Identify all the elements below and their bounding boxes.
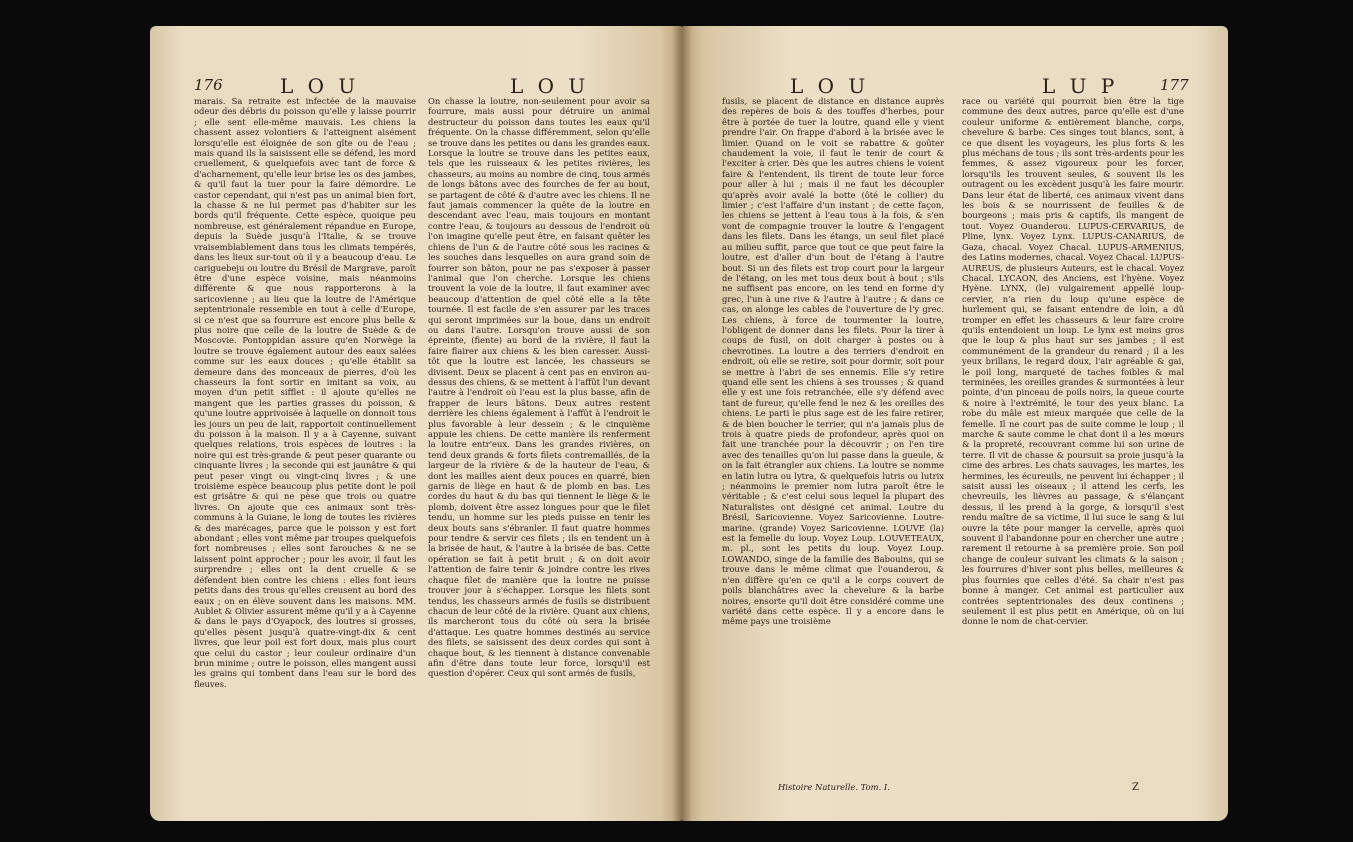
open-book <box>150 26 1228 821</box>
text-column-3: fusils, se placent de distance en distance auprès des repères de bois & des touffes d'herbes, pour être à portée de tuer la loutre, quand elle y vient prendre l'air. On frappe d'abord à la brisée avec le limier. Quand on le voit se rabattre & goûter chaudement la voie, il faut le tenir de court & l'exciter à crier. Dès que les autres chiens le voient faire & l'entendent, ils tirent de toute leur force pour aller à lui ; mais il ne faut les découpler qu'après avoir avalé la botte (ôté le collier) du limier ; c'est l'affaire d'un instant ; de cette façon, les chiens se jettent à l'eau tous à la fois, & s'en vont de compagnie trouver la loutre & l'engagent dans les filets. Dans les étangs, un seul filet placé au milieu suffit, parce que tout ce que peut faire la loutre, est d'aller d'un bout de l'étang à l'autre bout. Si un des filets est trop court pour la largeur de l'étang, on les met tous deux bout à bout ; s'ils ne suffisent pas encore, on les tend en forme d'y grec, l'un à une rive & l'autre à l'autre ; & dans ce cas, on alonge les cables de l'ouverture de l'y grec. Les chiens, à force de tourmenter la loutre, l'obligent de donner dans les filets. Pour la tirer à coups de fusil, on doit charger à postes ou à chevrotines. La loutre a des terriers d'endroit en endroit, où elle se retire, soit pour dormir, soit pour se mettre à l'abri de ses ennemis. Elle s'y retire quand elle sent les chiens à ses trousses ; & quand elle y est une fois retranchée, elle s'y défend avec tant de fureur, qu'elle fend le nez & les oreilles des chiens. Le parti le plus sage est de les faire retirer, & de bien boucher le terrier, qui n'a jamais plus de trois à quatre pieds de profondeur, après quoi on fait une tranchée pour la découvrir ; on l'en tire avec des tenailles qu'on lui passe dans la gueule, & on la fait étrangler aux chiens. La loutre se nomme en latin lutra ou lytra, & quelquefois lutris ou lutrix ; néanmoins le premier nom lutra paroît être le véritable ; & c'est celui sous lequel la plupart des Naturalistes ont désigné cet animal. Loutre du Brésil, Saricovienne. Voyez Saricovienne. Loutre-marine. (grande) Voyez Saricovienne. LOUVE (la) est la femelle du loup. Voyez Loup. LOUVETEAUX, m. pl., sont les petits du loup. Voyez Loup. LOWANDO, singe de la famille des Babouins, qui se trouve dans le même climat que l'ouanderou, & n'en diffère qu'en ce qu'il a le corps couvert de poils blanchâtres avec la chevelure & la barbe noires, ensorte qu'il doit être considéré comme une variété dans cette espèce. Il y a encore dans le même pays une troisième <box>722 96 944 627</box>
text-column-2: On chasse la loutre, non-seulement pour avoir sa fourrure, mais aussi pour détruire un animal destructeur du poisson dans toutes les eaux qu'il fréquente. On la chasse différemment, selon qu'elle se trouve dans les petites ou dans les grandes eaux. Lorsque la loutre se trouve dans les petites eaux, tels que les ruisseaux & les petites rivières, les chasseurs, au moins au nombre de cinq, tous armés de longs bâtons avec des fourches de fer au bout, se partagent de côté & d'autre avec les chiens. Il ne faut jamais commencer la quête de la loutre en descendant avec l'eau, mais toujours en montant contre l'eau, & toujours au dessous de l'endroit où l'on imagine qu'elle peut être, en faisant quêter les chiens de l'un & de l'autre côté sous les racines & les souches dans lesquelles on aura grand soin de fourrer son bâton, pour ne pas s'exposer à passer l'animal que l'on cherche. Lorsque les chiens trouvent la voie de la loutre, il faut examiner avec beaucoup d'attention de quel côté elle a la tête tournée. Il est facile de s'en assurer par les traces qui seront imprimées sur la boue, dans un endroit ou dans l'autre. Lorsqu'on trouve aussi de son épreinte, (fiente) au bord de la rivière, il faut la faire flairer aux chiens & les bien caresser. Aussi-tôt que la loutre est lancée, les chasseurs se divisent. Deux se placent à cent pas en environ au-dessus des chiens, & se mettent à l'affût l'un devant l'autre à l'endroit où l'eau est la plus basse, afin de frapper de leurs bâtons. Deux autres restent derrière les chiens également à l'affût à l'endroit le plus favorable à leur dessein ; & le cinquième appuie les chiens. De cette manière ils renferment la loutre entr'eux. Dans les grandes rivières, on tend deux grands & forts filets contremaillés, de la largeur de la rivière & de la hauteur de l'eau, & dont les mailles aient deux pouces en quarré, bien garnis de liège en haut & de plomb en bas. Les cordes du haut & du bas qui tiennent le liège & le plomb, doivent être assez longues pour que le filet tendu, un homme sur les pieds puisse en tenir les deux bouts sans s'ébranler. Il faut quatre hommes pour tendre & servir ces filets ; ils en tendent un à la brisée de haut, & l'autre à la brisée de bas. Cette opération se fait à petit bruit ; & on doit avoir l'attention de faire tenir & joindre contre les rives chaque filet de manière que la loutre ne puisse trouver jour à s'échapper. Lorsque les filets sont tendus, les chasseurs armés de fusils se distribuent chacun de leur côté de la rivière. Quant aux chiens, ils marcheront tous du côté où sera la brisée d'attaque. Les quatre hommes destinés au service des filets, se saisissent des deux cordes qui sont à chaque bout, & les tiennent à distance convenable afin d'être dans toute leur force, lorsqu'il est question d'opérer. Ceux qui sont armés de fusils, <box>428 96 650 679</box>
running-header-right-1: L O U <box>790 74 870 98</box>
page-number-left: 176 <box>194 76 223 94</box>
running-header-left-2: L O U <box>510 74 590 98</box>
text-column-1: marais. Sa retraite est infectée de la mauvaise odeur des débris du poisson qu'elle y laisse pourrir ; elle sent elle-même mauvais. Les chiens la chassent assez volontiers & l'atteignent aisément lorsqu'elle est éloignée de son gîte ou de l'eau ; mais quand ils la saisissent elle se défend, les mord cruellement, & quelquefois avec tant de force & d'acharnement, qu'elle leur brise les os des jambes, & qu'il faut la tuer pour la faire démordre. Le castor cependant, qui n'est pas un animal bien fort, la chasse & ne lui permet pas d'habiter sur les bords qu'il fréquente. Cette espèce, quoique peu nombreuse, est généralement répandue en Europe, depuis la Suède jusqu'à l'Italie, & se trouve vraisemblablement dans tous les climats tempérés, dans les lieux sur-tout où il y a beaucoup d'eau. Le cariguebeju ou loutre du Brésil de Margrave, paroît être d'une espèce voisine, mais néanmoins différente & que nous rapporterons à la saricovienne ; au lieu que la loutre de l'Amérique septentrionale ressemble en tout à celle d'Europe, si ce n'est que sa fourrure est encore plus belle & plus noire que celle de la loutre de Suède & de Moscovie. Pontoppidan assure qu'en Norwège la loutre se trouve également autour des eaux salées comme sur les eaux douces ; qu'elle établit sa demeure dans des monceaux de pierres, d'où les chasseurs la font sortir en imitant sa voix, au moyen d'un petit sifflet : il ajoute qu'elles ne mangent que les parties grasses du poisson, & qu'une loutre apprivoisée à laquelle on donnoit tous les jours un peu de lait, rapportoit continuellement du poisson à la maison. Il y a à Cayenne, suivant quelques relations, trois espèces de loutres : la noire qui est très-grande & peut peser quarante ou cinquante livres ; la seconde qui est jaunâtre & qui peut peser vingt ou vingt-cinq livres ; & une troisième espèce beaucoup plus petite dont le poil est grisâtre & qui ne pèse que trois ou quatre livres. On ajoute que ces animaux sont très-communs à la Guiane, le long de toutes les rivières & des marécages, parce que le poisson y est fort abondant ; elles vont même par troupes quelquefois fort nombreuses ; elles sont farouches & ne se laissent point approcher ; pour les avoir, il faut les surprendre ; elles ont la dent cruelle & se défendent bien contre les chiens : elles font leurs petits dans des trous qu'elles creusent au bord des eaux ; on en élève souvent dans les maisons. MM. Aublet & Olivier assurent même qu'il y a à Cayenne & dans le pays d'Oyapock, des loutres si grosses, qu'elles pèsent jusqu'à quatre-vingt-dix & cent livres, que leur poil est fort doux, mais plus court que celui du castor ; leur couleur ordinaire d'un brun minime ; outre le poisson, elles mangent aussi les grains qui tombent dans l'eau sur le bord des fleuves. <box>194 96 416 689</box>
book-gutter <box>672 26 692 821</box>
text-column-4: race ou variété qui pourroit bien être la tige commune des deux autres, parce qu'elle est d'une couleur uniforme & entièrement blanche, corps, chevelure & barbe. Ces singes tout blancs, sont, à ce que disent les voyageurs, les plus forts & les plus méchans de tous ; ils sont très-ardents pour les femmes, & assez vigoureux pour les forcer, lorsqu'ils les trouvent seules, & souvent ils les outragent ou les excèdent jusqu'à les faire mourir. Dans leur état de liberté, ces animaux vivent dans les bois & se nourrissent de feuilles & de bourgeons ; mais pris & captifs, ils mangent de tout. Voyez Ouanderou. LUPUS-CERVARIUS, de Pline, lynx. Voyez Lynx. LUPUS-CANARIUS, de Gaza, chacal. Voyez Chacal. LUPUS-ARMENIUS, des Latins modernes, chacal. Voyez Chacal. LUPUS-AUREUS, de plusieurs Auteurs, est le chacal. Voyez Chacal. LYCAON, des Anciens, est l'hyène. Voyez Hyène. LYNX, (le) vulgairement appellé loup-cervier, n'a rien du loup qu'une espèce de hurlement qui, se faisant entendre de loin, a dû tromper en effet les chasseurs & leur faire croire qu'ils entendoient un loup. Le lynx est moins gros que le loup & plus haut sur ses jambes ; il est communément de la grandeur du renard ; il a les yeux brillans, le regard doux, l'air agréable & gai, le poil long, marqueté de taches foibles & mal terminées, les oreilles grandes & surmontées à leur pointe, d'un pinceau de poils noirs, la queue courte & noire à l'extrémité, le tour des yeux blanc. La robe du mâle est mieux marquée que celle de la femelle. Il ne court pas de suite comme le loup ; il marche & saute comme le chat dont il a les mœurs & la propreté, recouvrant comme lui son urine de terre. Il vit de chasse & poursuit sa proie jusqu'à la cime des arbres. Les chats sauvages, les martes, les hermines, les écureuils, ne peuvent lui échapper ; il saisit aussi les oiseaux ; il attend les cerfs, les chevreuils, les lièvres au passage, & s'élançant dessus, il les prend à la gorge, & lorsqu'il s'est rendu maître de sa victime, il lui suce le sang & lui ouvre la tête pour manger la cervelle, après quoi souvent il l'abandonne pour en chercher une autre ; rarement il retourne à sa première proie. Son poil change de couleur suivant les climats & la saison ; les fourrures d'hiver sont plus belles, meilleures & plus fournies que celles d'été. Sa chair n'est pas bonne à manger. Cet animal est particulier aux contrées septentrionales des deux continens ; seulement il est plus petit en Amérique, où on lui donne le nom de chat-cervier. <box>962 96 1184 627</box>
signature-mark: Z <box>1132 782 1139 793</box>
right-page <box>682 26 1228 821</box>
page-number-right: 177 <box>1160 76 1189 94</box>
left-page <box>150 26 682 821</box>
running-header-right-2: L U P <box>1042 74 1119 98</box>
footer-title: Histoire Naturelle. Tom. I. <box>778 782 890 792</box>
running-header-left-1: L O U <box>280 74 360 98</box>
